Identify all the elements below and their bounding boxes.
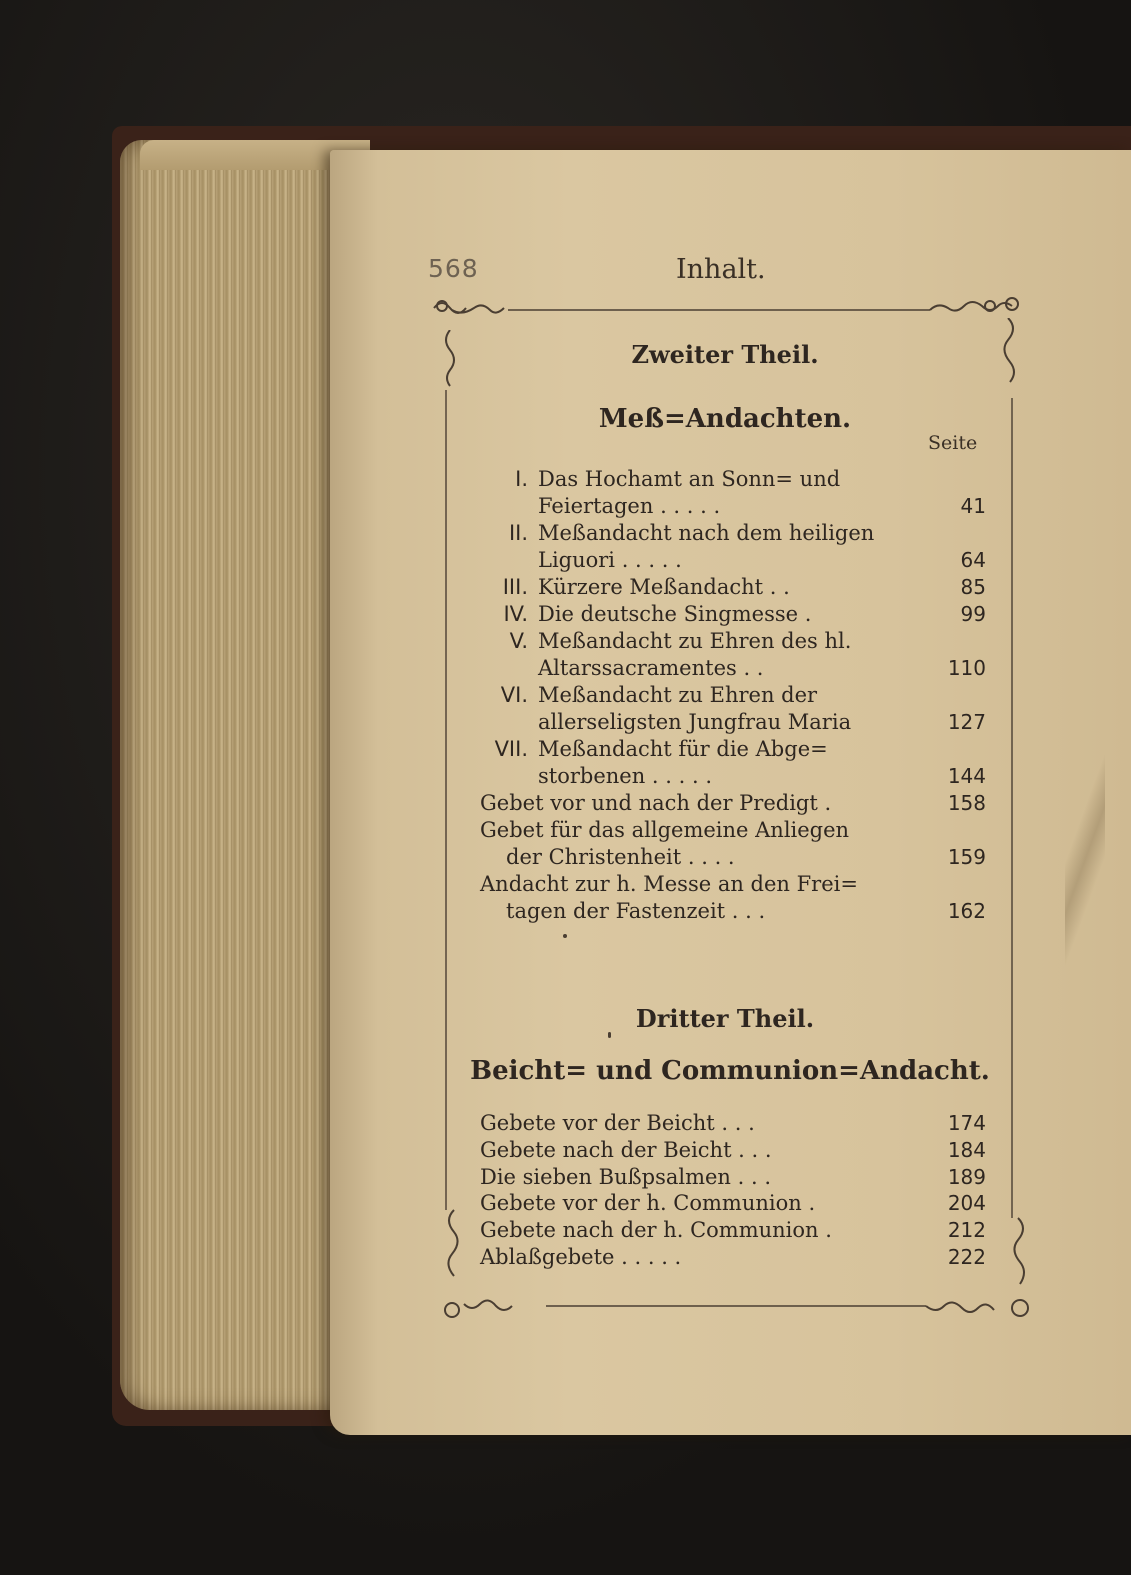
- entry-page: 189: [947, 1164, 986, 1189]
- entry-text: Altarssacramentes . .: [538, 656, 764, 680]
- entry-text: tagen der Fastenzeit . . .: [506, 899, 766, 923]
- entry-number: I.: [515, 467, 528, 491]
- entry-page: 184: [947, 1137, 986, 1162]
- entry-text: Die sieben Bußpsalmen . . .: [480, 1164, 772, 1189]
- toc-entry: [476, 736, 992, 763]
- toc-entry: [476, 817, 992, 844]
- toc-entry: [476, 1164, 992, 1191]
- entry-text: Gebet vor und nach der Predigt .: [480, 791, 832, 815]
- entry-text: Meßandacht zu Ehren der: [538, 683, 818, 707]
- entry-page: 162: [947, 899, 986, 923]
- entry-page: 204: [947, 1191, 986, 1216]
- entry-text: Gebete nach der Beicht . . .: [480, 1137, 772, 1162]
- toc-entry: [476, 844, 992, 871]
- ornament-frame-top: [430, 296, 1025, 326]
- entry-page: 85: [960, 575, 986, 599]
- toc-entry: [476, 493, 992, 520]
- entry-text: Gebet für das allgemeine Anliegen: [480, 818, 850, 842]
- entry-number: VII.: [494, 737, 528, 761]
- entry-page: 174: [947, 1111, 986, 1135]
- entry-text: storbenen . . . . .: [538, 764, 712, 788]
- entry-page: 127: [947, 710, 986, 734]
- part2-title: Zweiter Theil.: [631, 340, 819, 369]
- toc-entry: [476, 1110, 992, 1137]
- entry-page: 110: [947, 656, 986, 680]
- entry-page: 158: [947, 791, 986, 815]
- toc-entry: [476, 1244, 992, 1271]
- entry-text: Meßandacht zu Ehren des hl.: [538, 629, 852, 653]
- ornament-frame-left: [440, 330, 460, 1300]
- toc-entry: [476, 628, 992, 655]
- toc-entry: [476, 763, 992, 790]
- toc-entry: [476, 1190, 992, 1217]
- entry-page: 222: [947, 1244, 986, 1269]
- entry-text: Andacht zur h. Messe an den Frei=: [480, 872, 858, 896]
- page-crease: [1065, 650, 1105, 1070]
- toc-entry: [476, 790, 992, 817]
- entry-page: 144: [947, 764, 986, 788]
- entry-number: V.: [509, 629, 528, 653]
- entry-page: 159: [947, 845, 986, 869]
- entry-page: 64: [960, 548, 986, 572]
- toc-entry: [476, 898, 992, 925]
- toc-entry: [476, 682, 992, 709]
- part2-subtitle: Meß=Andachten.: [598, 404, 852, 434]
- ornament-frame-bottom: [436, 1292, 1036, 1326]
- running-head: Inhalt.: [676, 254, 766, 285]
- entry-text: Ablaßgebete . . . . .: [480, 1244, 682, 1269]
- page-edges: [120, 140, 360, 1410]
- entry-text: Die deutsche Singmesse .: [538, 602, 812, 626]
- ornament-frame-right: [998, 318, 1034, 1308]
- toc-part3: [476, 1110, 992, 1271]
- entry-text: Das Hochamt an Sonn= und: [538, 467, 841, 491]
- part3-title: Dritter Theil.: [635, 1004, 815, 1033]
- entry-text: Kürzere Meßandacht . .: [538, 575, 790, 599]
- toc-entry: [476, 466, 992, 493]
- toc-entry: [476, 1137, 992, 1164]
- page-column-label: Seite: [928, 432, 978, 454]
- toc-entry: [476, 574, 992, 601]
- entry-number: II.: [508, 521, 528, 545]
- entry-text: Meßandacht nach dem heiligen: [538, 521, 875, 545]
- toc-entry: [476, 547, 992, 574]
- toc-entry: [476, 871, 992, 898]
- entry-page: 41: [960, 494, 986, 518]
- entry-text: Feiertagen . . . . .: [538, 494, 721, 518]
- entry-text: der Christenheit . . . .: [506, 845, 735, 869]
- ink-speck: [563, 934, 567, 938]
- entry-page: 99: [960, 602, 986, 626]
- entry-text: Gebete vor der Beicht . . .: [480, 1111, 755, 1135]
- entry-text: Gebete vor der h. Communion .: [480, 1191, 816, 1216]
- toc-entry: [476, 1217, 992, 1244]
- entry-number: IV.: [503, 602, 528, 626]
- entry-page: 212: [947, 1218, 986, 1243]
- entry-text: Gebete nach der h. Communion .: [480, 1218, 832, 1243]
- entry-text: Meßandacht für die Abge=: [538, 737, 828, 761]
- toc-entry: [476, 520, 992, 547]
- toc-entry: [476, 601, 992, 628]
- toc-part2: [476, 466, 992, 925]
- page-number: 568: [428, 254, 479, 283]
- entry-number: VI.: [500, 683, 528, 707]
- entry-number: III.: [502, 575, 528, 599]
- toc-entry: [476, 655, 992, 682]
- entry-text: Liguori . . . . .: [538, 548, 682, 572]
- toc-entry: [476, 709, 992, 736]
- entry-text: allerseligsten Jungfrau Maria: [538, 710, 852, 734]
- part3-subtitle: Beicht= und Communion=Andacht.: [470, 1056, 990, 1086]
